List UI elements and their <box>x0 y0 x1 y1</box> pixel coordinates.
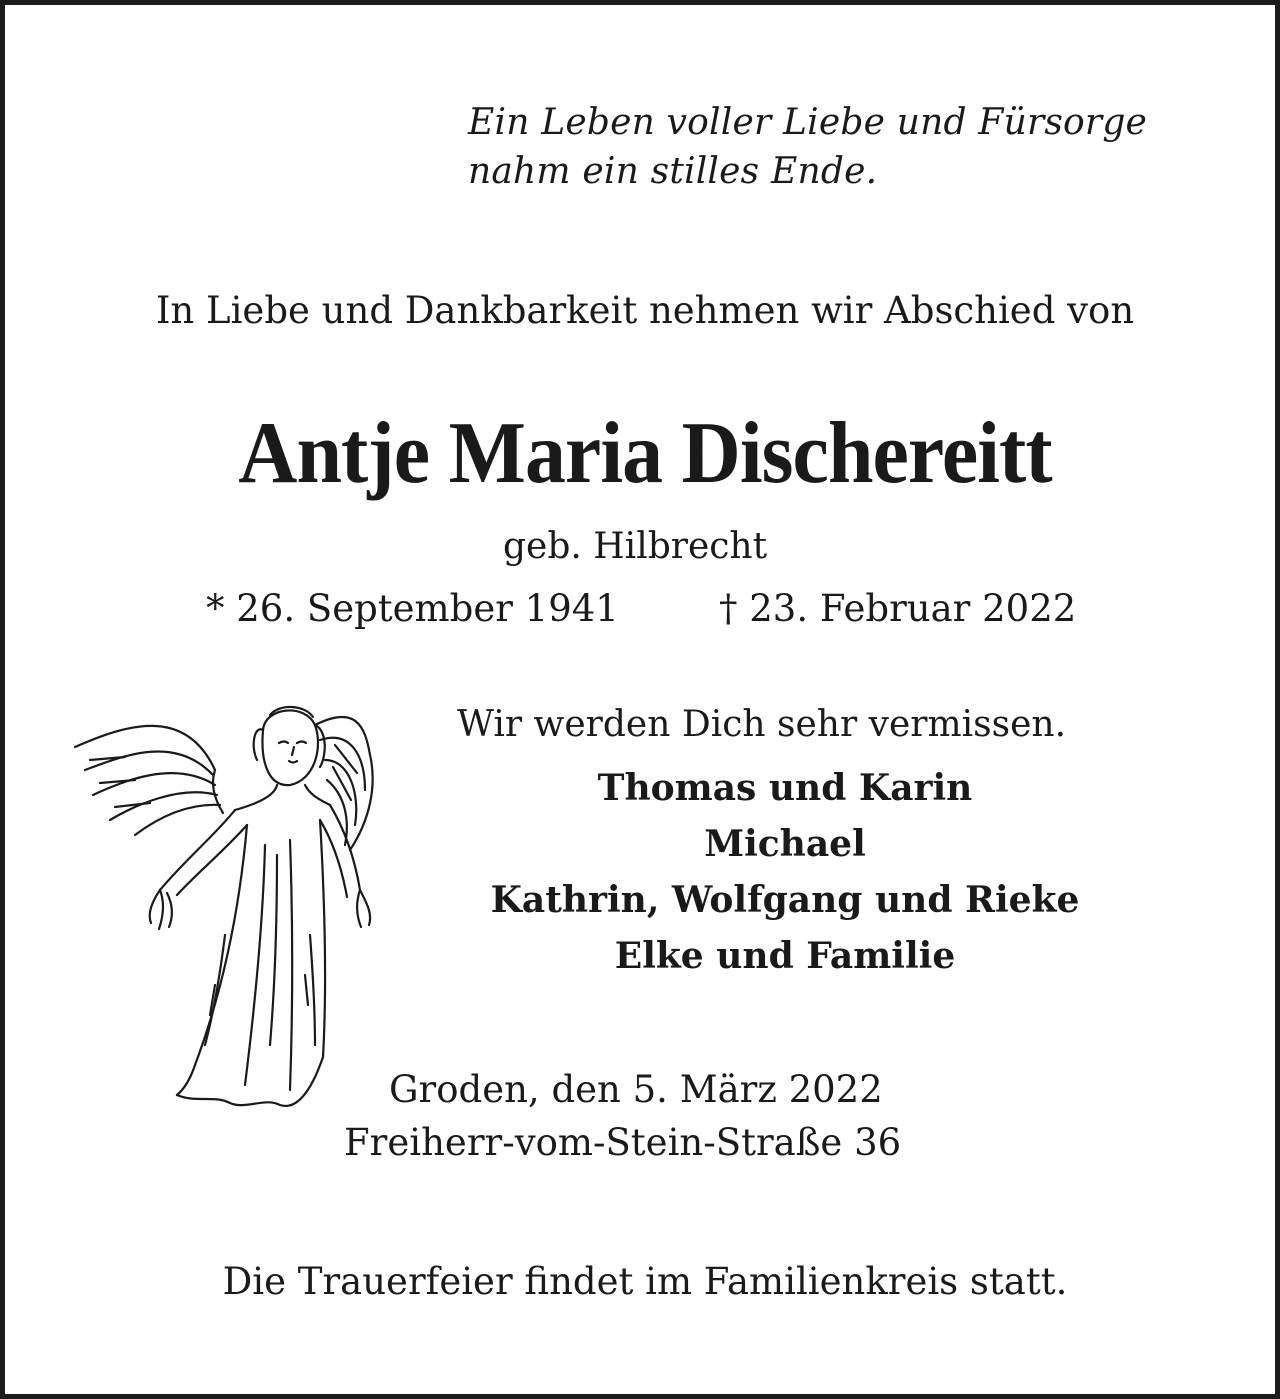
ceremony-note: Die Trauerfeier findet im Familienkreis statt. <box>222 1260 1068 1303</box>
address: Freiherr-vom-Stein-Straße 36 <box>344 1121 902 1164</box>
mourner-line: Kathrin, Wolfgang und Rieke <box>490 879 1080 921</box>
deceased-name: Antje Maria Dischereitt <box>238 405 1052 502</box>
mourners-list <box>485 768 1085 992</box>
mourner-line: Thomas und Karin <box>597 767 973 809</box>
birth-date: * 26. September 1941 <box>206 587 619 630</box>
death-date: † 23. Februar 2022 <box>719 587 1077 630</box>
mourner-line: Michael <box>704 823 866 865</box>
intro-text: In Liebe und Dankbarkeit nehmen wir Abschied von <box>155 289 1135 332</box>
place-date: Groden, den 5. März 2022 <box>389 1068 883 1111</box>
maiden-name: geb. Hilbrecht <box>503 526 768 567</box>
motto-line-1: Ein Leben voller Liebe und Fürsorge <box>468 102 1148 143</box>
farewell-text: Wir werden Dich sehr vermissen. <box>457 704 1067 745</box>
mourner-line: Elke und Familie <box>614 935 956 977</box>
angel-icon <box>65 685 405 1135</box>
motto-line-2: nahm ein stilles Ende. <box>468 151 878 192</box>
